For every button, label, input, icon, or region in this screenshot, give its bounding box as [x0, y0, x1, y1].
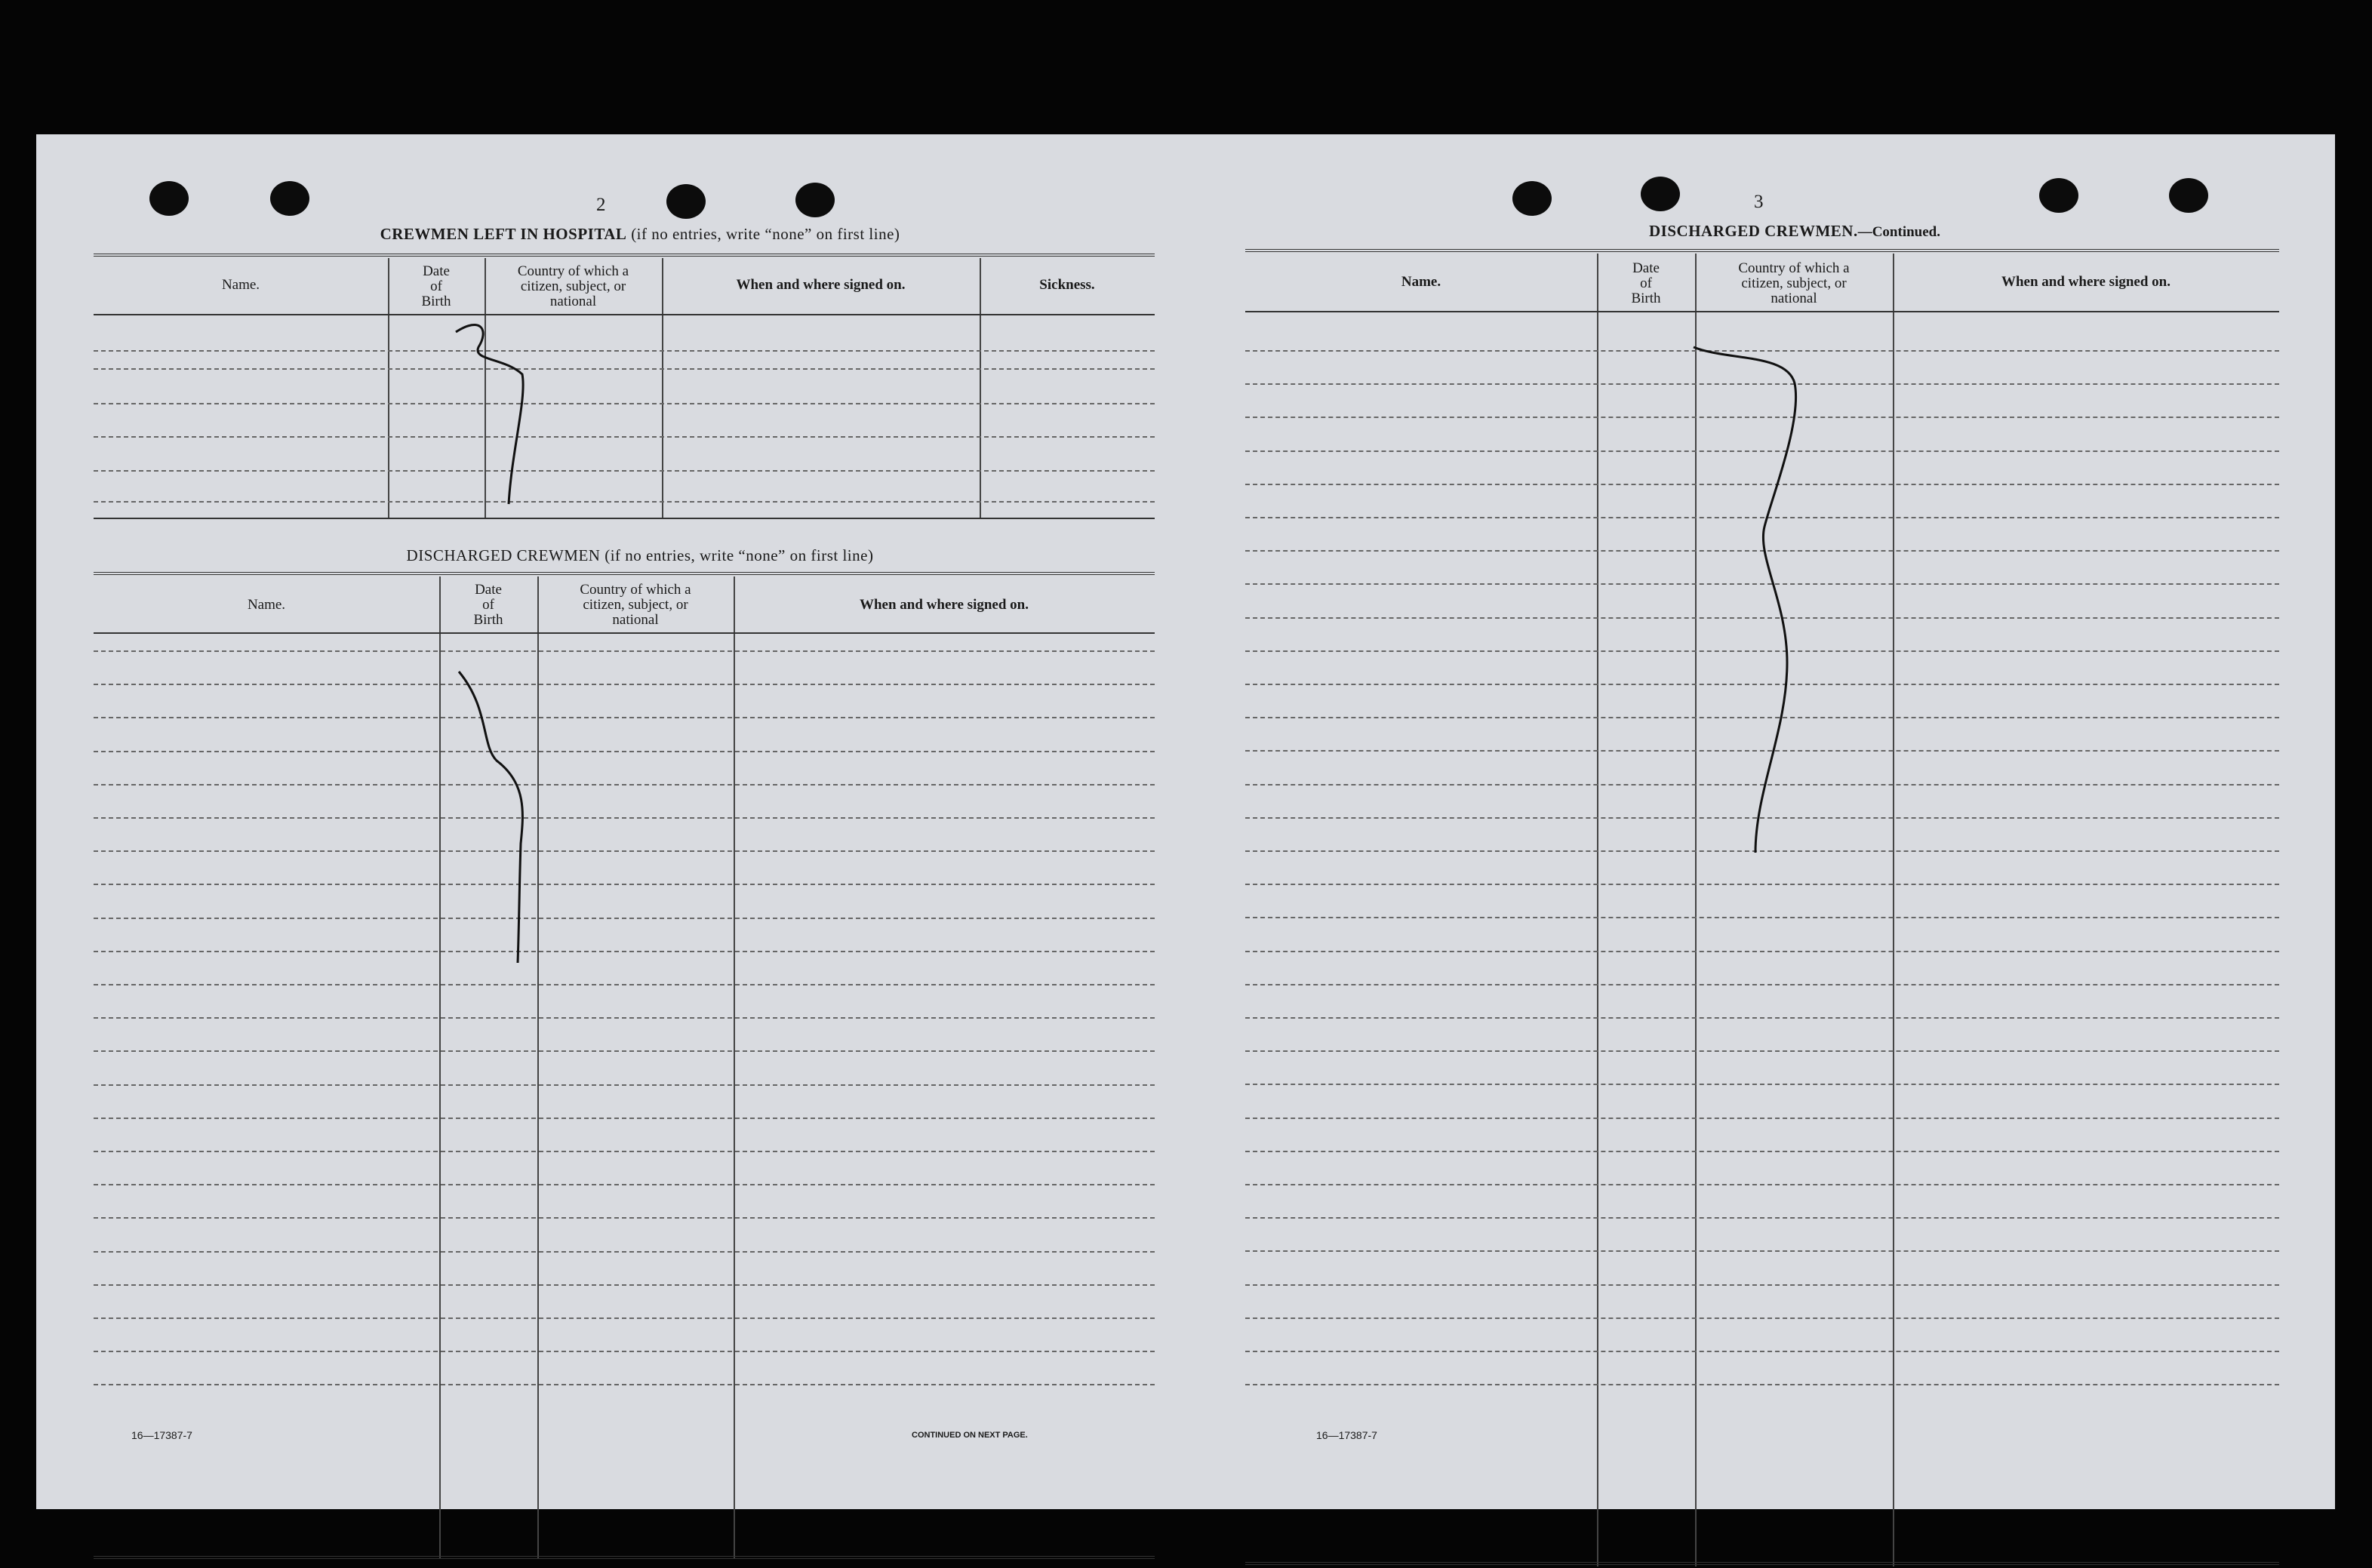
entry-line	[1245, 1351, 2279, 1352]
entry-line	[94, 817, 1155, 819]
entry-line	[1245, 650, 2279, 652]
column-divider	[537, 576, 539, 1559]
header-dob: Date of Birth	[473, 582, 503, 628]
discharged-table-top-rule	[94, 572, 1155, 578]
entry-line	[1245, 450, 2279, 452]
section-continued: —Continued.	[1857, 224, 1940, 240]
entry-line	[94, 1151, 1155, 1152]
discharged-section-title	[127, 546, 1153, 565]
entry-line	[94, 1284, 1155, 1286]
column-divider	[734, 576, 735, 1559]
entry-line	[94, 368, 1155, 370]
header-name: Name.	[247, 597, 286, 613]
discharged-continued-title	[1515, 222, 2074, 241]
discharged-table-bottom-rule	[94, 1556, 1155, 1562]
entry-line	[94, 984, 1155, 985]
entry-line	[1245, 850, 2279, 852]
column-divider	[980, 258, 981, 518]
header-dob: Date of Birth	[421, 263, 451, 309]
entry-line	[1245, 750, 2279, 752]
page-number: 2	[596, 195, 606, 215]
handwritten-strike-mark	[1183, 134, 2335, 1509]
entry-line	[1245, 484, 2279, 485]
form-number-footer: 16—17387-7	[1316, 1429, 1377, 1441]
entry-line	[1245, 417, 2279, 418]
entry-line	[94, 403, 1155, 404]
entry-line	[1245, 550, 2279, 552]
entry-line	[1245, 884, 2279, 885]
punch-hole	[1512, 181, 1552, 216]
header-signed-on: When and where signed on.	[2001, 274, 2170, 290]
entry-line	[1245, 717, 2279, 718]
entry-line	[94, 501, 1155, 503]
right-header-rule	[1245, 311, 2279, 312]
form-number-footer: 16—17387-7	[131, 1429, 192, 1441]
entry-line	[1245, 1384, 2279, 1385]
right-page	[1183, 134, 2335, 1509]
right-table-top-rule	[1245, 249, 2279, 255]
entry-line	[94, 1351, 1155, 1352]
punch-hole	[2169, 178, 2208, 213]
entry-line	[94, 1084, 1155, 1086]
entry-line	[94, 1317, 1155, 1319]
continued-note: CONTINUED ON NEXT PAGE.	[912, 1431, 1028, 1440]
entry-line	[94, 717, 1155, 718]
hospital-section-title	[127, 225, 1153, 244]
hospital-header-rule	[94, 314, 1155, 315]
entry-line	[1245, 350, 2279, 352]
header-country: Country of which a citizen, subject, or national	[517, 263, 629, 309]
entry-line	[94, 784, 1155, 786]
entry-line	[94, 1251, 1155, 1253]
entry-line	[94, 1217, 1155, 1219]
entry-line	[94, 918, 1155, 919]
header-name: Name.	[221, 277, 260, 293]
header-signed-on: When and where signed on.	[859, 597, 1029, 613]
entry-line	[1245, 684, 2279, 685]
entry-line	[1245, 1151, 2279, 1152]
hospital-table-top-rule	[94, 254, 1155, 260]
entry-line	[1245, 951, 2279, 952]
left-page	[36, 134, 1183, 1509]
entry-line	[1245, 917, 2279, 918]
entry-line	[94, 470, 1155, 472]
header-country: Country of which a citizen, subject, or national	[580, 582, 691, 628]
document-sheet	[36, 134, 2335, 1509]
entry-line	[94, 1184, 1155, 1185]
entry-line	[1245, 1250, 2279, 1252]
header-country: Country of which a citizen, subject, or national	[1738, 260, 1850, 306]
entry-line	[94, 1118, 1155, 1119]
entry-line	[1245, 383, 2279, 385]
entry-line	[94, 751, 1155, 752]
entry-line	[1245, 1284, 2279, 1286]
entry-line	[1245, 1050, 2279, 1052]
entry-line	[94, 350, 1155, 352]
entry-line	[94, 436, 1155, 438]
entry-line	[1245, 1017, 2279, 1019]
entry-line	[1245, 1084, 2279, 1085]
right-table-bottom-rule	[1245, 1562, 2279, 1568]
entry-line	[94, 650, 1155, 652]
discharged-header-rule	[94, 632, 1155, 634]
hospital-title-caps: CREWMEN LEFT IN HOSPITAL	[380, 225, 627, 243]
entry-line	[1245, 984, 2279, 985]
header-dob: Date of Birth	[1631, 260, 1661, 306]
punch-hole	[2039, 178, 2078, 213]
entry-line	[1245, 617, 2279, 619]
page-number: 3	[1754, 192, 1764, 212]
punch-hole	[795, 183, 835, 217]
discharged-title-caps: DISCHARGED CREWMEN	[406, 546, 601, 564]
entry-line	[1245, 1217, 2279, 1219]
entry-line	[1245, 1317, 2279, 1319]
header-name: Name.	[1401, 274, 1441, 290]
entry-line	[1245, 583, 2279, 585]
entry-line	[94, 951, 1155, 952]
column-divider	[662, 258, 663, 518]
handwritten-strike-mark	[36, 134, 1183, 1509]
entry-line	[1245, 784, 2279, 786]
header-sickness: Sickness.	[1039, 277, 1095, 293]
punch-hole	[1641, 177, 1680, 211]
entry-line	[94, 884, 1155, 885]
entry-line	[1245, 517, 2279, 518]
entry-line	[1245, 1118, 2279, 1119]
punch-hole	[149, 181, 189, 216]
header-signed-on: When and where signed on.	[736, 277, 906, 293]
discharged-title-note: (if no entries, write “none” on first line)	[600, 546, 874, 564]
entry-line	[94, 850, 1155, 852]
entry-line	[94, 1384, 1155, 1385]
entry-line	[1245, 817, 2279, 819]
entry-line	[94, 1017, 1155, 1019]
entry-line	[94, 1050, 1155, 1052]
hospital-title-note: (if no entries, write “none” on first line)	[626, 225, 900, 243]
punch-hole	[666, 184, 706, 219]
entry-line	[94, 684, 1155, 685]
section-title: DISCHARGED CREWMEN.	[1649, 222, 1858, 240]
column-divider	[439, 576, 441, 1559]
punch-hole	[270, 181, 309, 216]
entry-line	[1245, 1184, 2279, 1185]
hospital-table-bottom-rule	[94, 518, 1155, 519]
